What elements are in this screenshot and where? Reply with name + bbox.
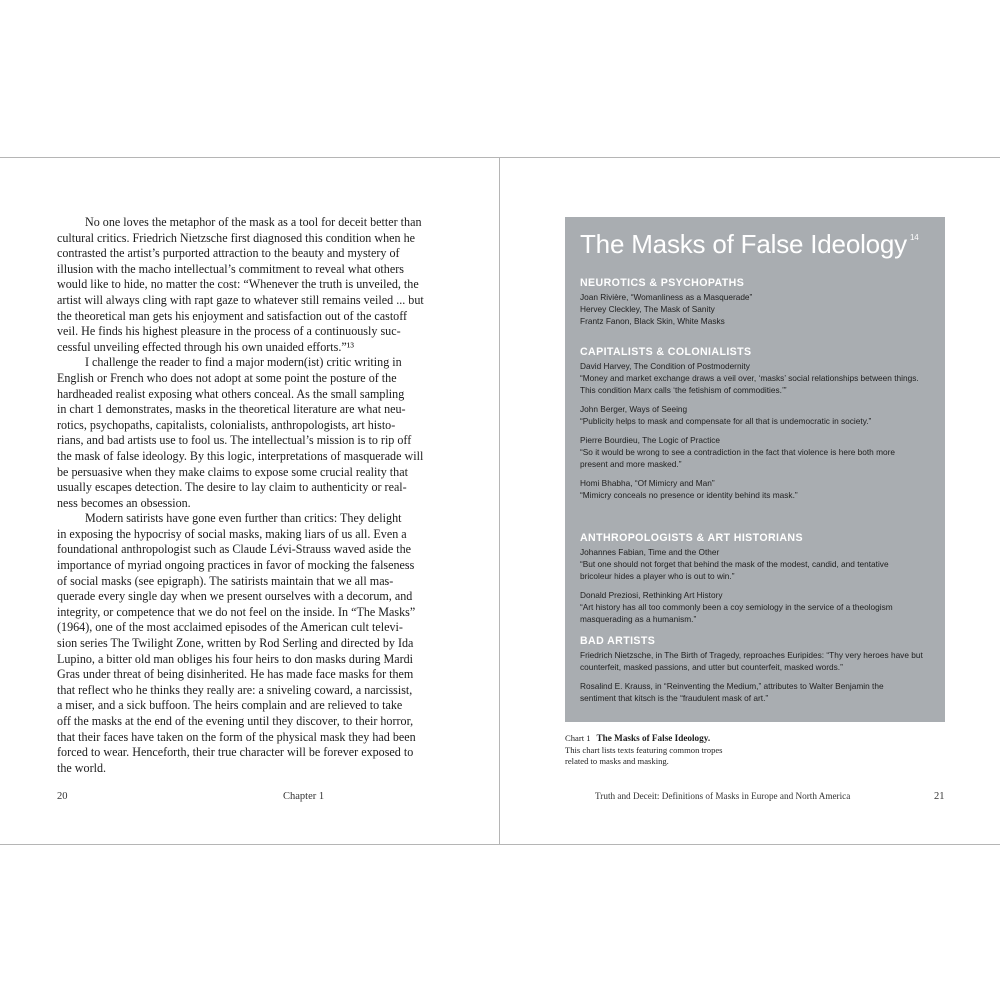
citation-source: John Berger, Ways of Seeing [580,404,688,414]
body-line: cessful unveiling effected through his own unaided efforts.”¹³ [57,339,354,354]
citation-quote: “Publicity helps to mask and compensate for all that is undemocratic in society.” [580,416,872,426]
right-page-number: 21 [934,791,945,802]
gutter-divider [499,158,500,844]
citation-quote: “But one should not forget that behind the mask of the modest, candid, and tentative [580,559,889,569]
section-heading: CAPITALISTS & COLONIALISTS [580,346,752,358]
citation-source: Frantz Fanon, Black Skin, White Masks [580,316,725,326]
left-page-body [57,215,437,776]
body-line: rotics, psychopaths, capitalists, colonialists, anthropologists, art histo- [57,417,396,432]
body-line: in exposing the hypocrisy of social masks, making liars of us all. Even a [57,526,407,541]
section-heading: ANTHROPOLOGISTS & ART HISTORIANS [580,532,803,544]
right-running-head: Truth and Deceit: Definitions of Masks in Europe and North America [595,791,851,801]
body-line: be persuasive when they make claims to expose some crucial reality that [57,464,408,479]
left-page-number: 20 [57,791,68,802]
body-line: Gras under threat of being disinherited. He has made face masks for them [57,667,414,682]
citation-quote: present and more masked.” [580,459,682,469]
body-line: off the masks at the end of the evening until they discover, to their horror, [57,714,414,728]
body-paragraph [57,511,437,776]
body-line: veil. He finds his highest pleasure in the process of a continuously suc- [57,324,401,339]
citation-source: David Harvey, The Condition of Postmodernity [580,361,750,371]
caption-line: related to masks and masking. [565,756,669,766]
citation-quote: “Mimicry conceals no presence or identity behind its mask.” [580,490,798,500]
citation-quote: bricoleur hides a player who is out to win.” [580,571,735,581]
chart-title-text: The Masks of False Ideology [580,229,907,259]
body-line: hardheaded realist exposing what others conceal. As the small sampling [57,386,405,401]
citation-source: Joan Rivière, “Womanliness as a Masquerade” [580,292,753,302]
body-line: the mask of false ideology. By this logic, interpretations of masquerade will [57,448,424,463]
body-line: artist will always cling with rapt gaze to whatever still remains veiled ... but [57,292,424,307]
body-line: in chart 1 demonstrates, masks in the theoretical literature are what neu- [57,402,406,417]
chart-section [580,345,940,501]
citation-quote: “Art history has all too commonly been a coy semiology in the service of a theologism [580,602,893,612]
citation-quote: “So it would be wrong to see a contradiction in the fact that violence is here both more [580,447,895,457]
body-line: contrasted the artist’s purported attraction to the beauty and mystery of [57,246,400,261]
body-line: integrity, or competence that we do not feel on the inside. In “The Masks” [57,604,416,619]
citation-quote: This condition Marx calls ‘the fetishism of commodities.’” [580,385,787,395]
section-heading: NEUROTICS & PSYCHOPATHS [580,277,745,289]
citation-quote: sentiment that kitsch is the “fraudulent mask of art.” [580,693,769,703]
body-line: of social masks (see epigraph). The satirists maintain that we all mas- [57,573,394,588]
chart-panel [565,217,945,722]
body-line: usually escapes detection. The desire to lay claim to authenticity or real- [57,480,407,495]
chart-section [580,531,940,625]
body-line: Modern satirists have gone even further than critics: They delight [85,511,402,526]
chart-title-note: 14 [909,233,919,242]
body-line: that their faces have taken on the form of the physical mask they had been [57,729,416,744]
citation-source: Friedrich Nietzsche, in The Birth of Tragedy, reproaches Euripides: “Thy very heroes have but [580,650,923,660]
caption-line: This chart lists texts featuring common tropes [565,744,723,755]
body-line: illusion with the macho intellectual’s commitment to reveal what others [57,261,404,276]
citation-source: Rosalind E. Krauss, in “Reinventing the Medium,” attributes to Walter Benjamin the [580,681,884,691]
caption-label: Chart 1 [565,733,591,743]
chart-title [580,229,918,260]
body-line: No one loves the metaphor of the mask as a tool for deceit better than [85,215,422,229]
citation-quote: counterfeit, masked passions, and utter but counterfeit, masked words.” [580,662,843,672]
body-line: I challenge the reader to find a major modern(ist) critic writing in [85,355,402,370]
body-line: cultural critics. Friedrich Nietzsche first diagnosed this condition when he [57,230,416,245]
section-heading: BAD ARTISTS [580,635,656,647]
citation-source: Pierre Bourdieu, The Logic of Practice [580,435,721,445]
body-line: foundational anthropologist such as Claude Lévi-Strauss waved aside the [57,542,411,557]
caption-title: The Masks of False Ideology. [596,733,711,743]
body-line: ness becomes an obsession. [57,495,191,510]
chart-section [580,276,940,327]
citation-source: Homi Bhabha, “Of Mimicry and Man” [580,478,715,488]
body-line: forced to wear. Henceforth, their true character will be forever exposed to [57,745,414,760]
body-line: rians, and bad artists use to fool us. The intellectual’s mission is to rip off [57,433,412,448]
chart-caption [565,733,865,768]
body-line: Lupino, a bitter old man obliges his four heirs to don masks during Mardi [57,651,414,666]
left-running-head: Chapter 1 [283,791,325,802]
chart-section [580,634,940,704]
body-line: the theoretical man gets his enjoyment and satisfaction out of the castoff [57,308,408,323]
body-line: would like to hide, no matter the cost: “Whenever the truth is unveiled, the [57,277,419,292]
body-line: importance of myriad ongoing practices in favor of mocking the falseness [57,558,415,573]
citation-source: Hervey Cleckley, The Mask of Sanity [580,304,715,314]
citation-source: Donald Preziosi, Rethinking Art History [580,590,723,600]
body-line: (1964), one of the most acclaimed episodes of the American cult televi- [57,620,403,635]
body-line: sion series The Twilight Zone, written by Rod Serling and directed by Ida [57,636,414,651]
body-paragraph [57,215,437,355]
book-spread [0,157,1000,845]
body-line: that reflect who he thinks they really are: a sniveling coward, a narcissist, [57,682,413,697]
body-line: a miser, and a sick buffoon. The heirs complain and are relieved to take [57,698,403,713]
body-line: the world. [57,760,107,775]
body-paragraph [57,355,437,511]
body-line: English or French who does not adopt at some point the posture of the [57,370,397,385]
citation-quote: “Money and market exchange draws a veil over, ‘masks’ social relationships between things. [580,373,919,383]
citation-quote: masquerading as a humanism.” [580,614,697,624]
citation-source: Johannes Fabian, Time and the Other [580,547,720,557]
body-line: querade every single day when we present ourselves with a decorum, and [57,589,413,604]
